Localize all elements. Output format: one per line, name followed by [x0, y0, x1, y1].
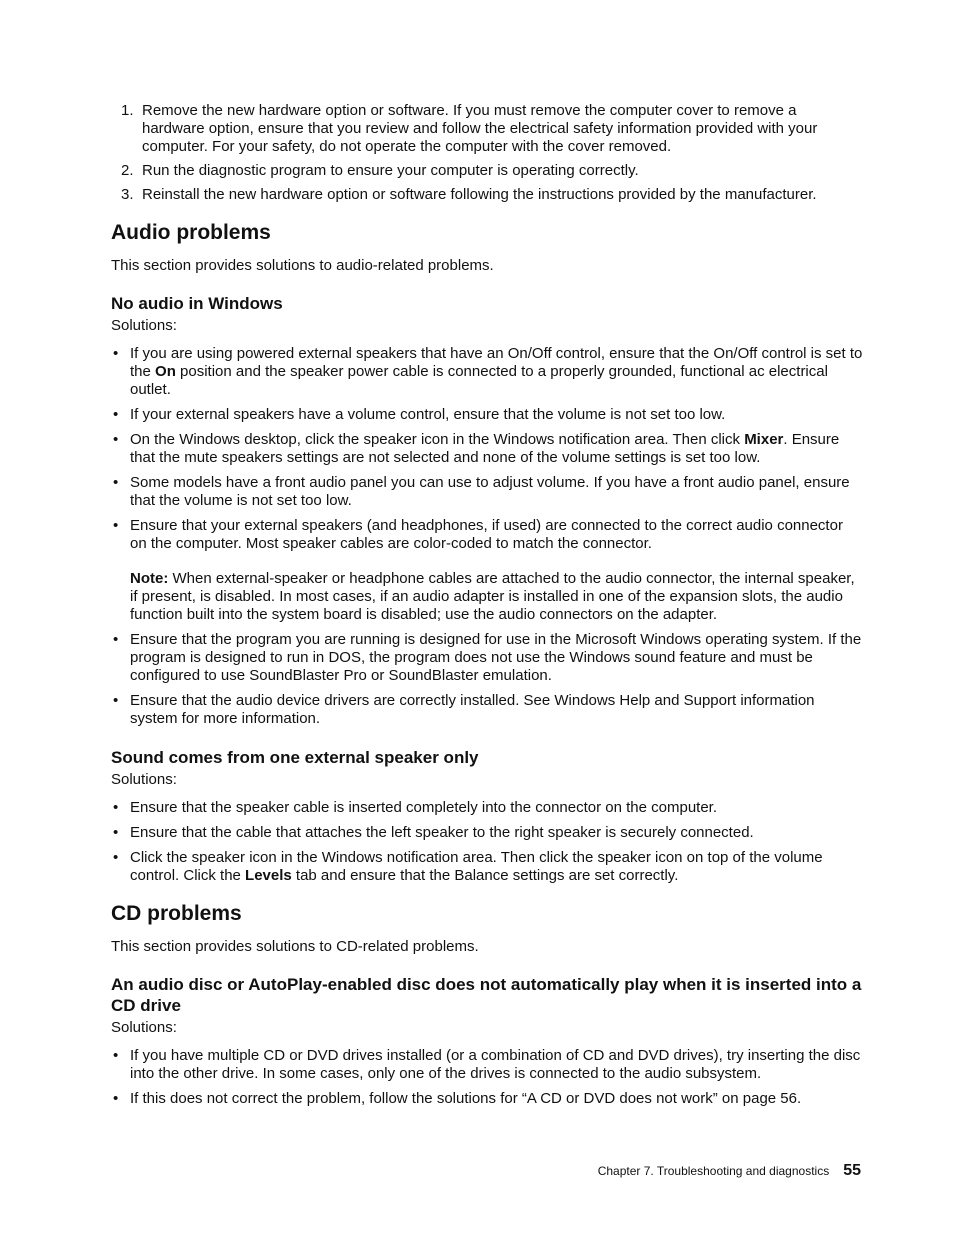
bullet: • [113, 1090, 119, 1107]
bullet: • [113, 345, 119, 362]
solutions-label: Solutions: [111, 317, 177, 334]
note-label: Note: [130, 570, 169, 587]
list-item: • Click the speaker icon in the Windows notification area. Then click the speaker icon on top of the volume control. Click the Levels tab and ensure that the Balance settings are set correctly. [113, 849, 823, 884]
audio-problems-heading: Audio problems [111, 221, 271, 244]
intro-steps-list [111, 102, 863, 204]
cd-section-description: This section provides solutions to CD-related problems. [111, 938, 479, 955]
step-text: Reinstall the new hardware option or software following the instructions provided by the manufacturer. [142, 186, 817, 203]
page-footer [598, 1162, 861, 1180]
list-item: • If you are using powered external speakers that have an On/Off control, ensure that the On/Off control is set to the On position and the speaker power cable is connected to a properly grounded, functional ac electrical outlet. [113, 345, 863, 398]
note-block [130, 570, 863, 624]
cd-problems-heading: CD problems [111, 902, 242, 925]
step-text: Run the diagnostic program to ensure your computer is operating correctly. [142, 162, 639, 179]
list-item: • If this does not correct the problem, follow the solutions for “A CD or DVD does not work” on page 56. [113, 1090, 802, 1107]
bullet: • [113, 431, 119, 448]
step-number: 2. [121, 162, 134, 179]
one-speaker-solutions-list [111, 799, 863, 885]
bullet: • [113, 406, 119, 423]
bullet: • [113, 692, 119, 709]
autoplay-heading: An audio disc or AutoPlay-enabled disc does not automatically play when it is inserted into a CD drive [111, 975, 862, 1015]
bullet: • [113, 631, 119, 648]
list-item: • Ensure that the speaker cable is inserted completely into the connector on the computer. [113, 799, 718, 816]
audio-section-description: This section provides solutions to audio-related problems. [111, 257, 494, 274]
solutions-label: Solutions: [111, 771, 177, 788]
list-item: • If you have multiple CD or DVD drives installed (or a combination of CD and DVD drives), try inserting the disc into the other drive. In some cases, only one of the drives is connected to the audio subsystem. [113, 1047, 861, 1082]
list-item: • Ensure that the program you are running is designed for use in the Microsoft Windows operating system. If the program is designed to run in DOS, the program does not use the Windows sound feature and must be configured to use SoundBlaster Pro or SoundBlaster emulation. [113, 631, 862, 684]
no-audio-heading: No audio in Windows [111, 294, 283, 313]
bullet: • [113, 1047, 119, 1064]
autoplay-solutions-list [111, 1047, 863, 1108]
bullet: • [113, 799, 119, 816]
list-item [111, 162, 863, 180]
solutions-label: Solutions: [111, 1019, 177, 1036]
list-item [111, 102, 863, 156]
page-content [111, 102, 863, 1115]
bullet: • [113, 517, 119, 534]
step-number: 3. [121, 186, 134, 203]
list-item: • On the Windows desktop, click the speaker icon in the Windows notification area. Then click Mixer. Ensure that the mute speakers settings are not selected and none of the volume settings is set too low. [113, 431, 840, 466]
list-item: • Ensure that your external speakers (and headphones, if used) are connected to the correct audio connector on the computer. Most speaker cables are color-coded to match the connector. Note: When external-speaker or headphone cables are attached to the audio connector, the internal speaker, if present, is disabled. In most cases, if an audio adapter is installed in one of the expansion slots, the audio function built into the system board is disabled; use the audio connectors on the adapter. [111, 517, 863, 624]
list-item [111, 186, 863, 204]
list-item: • Ensure that the audio device drivers are correctly installed. See Windows Help and Support information system for more information. [113, 692, 815, 727]
bullet: • [113, 849, 119, 866]
bullet: • [113, 824, 119, 841]
note-text: When external-speaker or headphone cables are attached to the audio connector, the internal speaker, if present, is disabled. In most cases, if an audio adapter is installed in one of the expansion slots, the audio function built into the system board is disabled; use the audio connectors on the adapter. [130, 570, 855, 623]
list-item: • Ensure that the cable that attaches the left speaker to the right speaker is securely connected. [113, 824, 754, 841]
no-audio-solutions-list [111, 345, 863, 728]
step-number: 1. [121, 102, 134, 119]
step-text: Remove the new hardware option or software. If you must remove the computer cover to remove a hardware option, ensure that you review and follow the electrical safety information provided with your computer. For your safety, do not operate the computer with the cover removed. [142, 102, 818, 155]
chapter-label: Chapter 7. Troubleshooting and diagnostics [597, 1164, 830, 1178]
list-item: • If your external speakers have a volume control, ensure that the volume is not set too low. [113, 406, 726, 423]
bullet: • [113, 474, 119, 491]
one-speaker-heading: Sound comes from one external speaker only [111, 748, 479, 767]
page-number: 55 [843, 1162, 861, 1179]
list-item: • Some models have a front audio panel you can use to adjust volume. If you have a front audio panel, ensure that the volume is not set too low. [113, 474, 850, 509]
